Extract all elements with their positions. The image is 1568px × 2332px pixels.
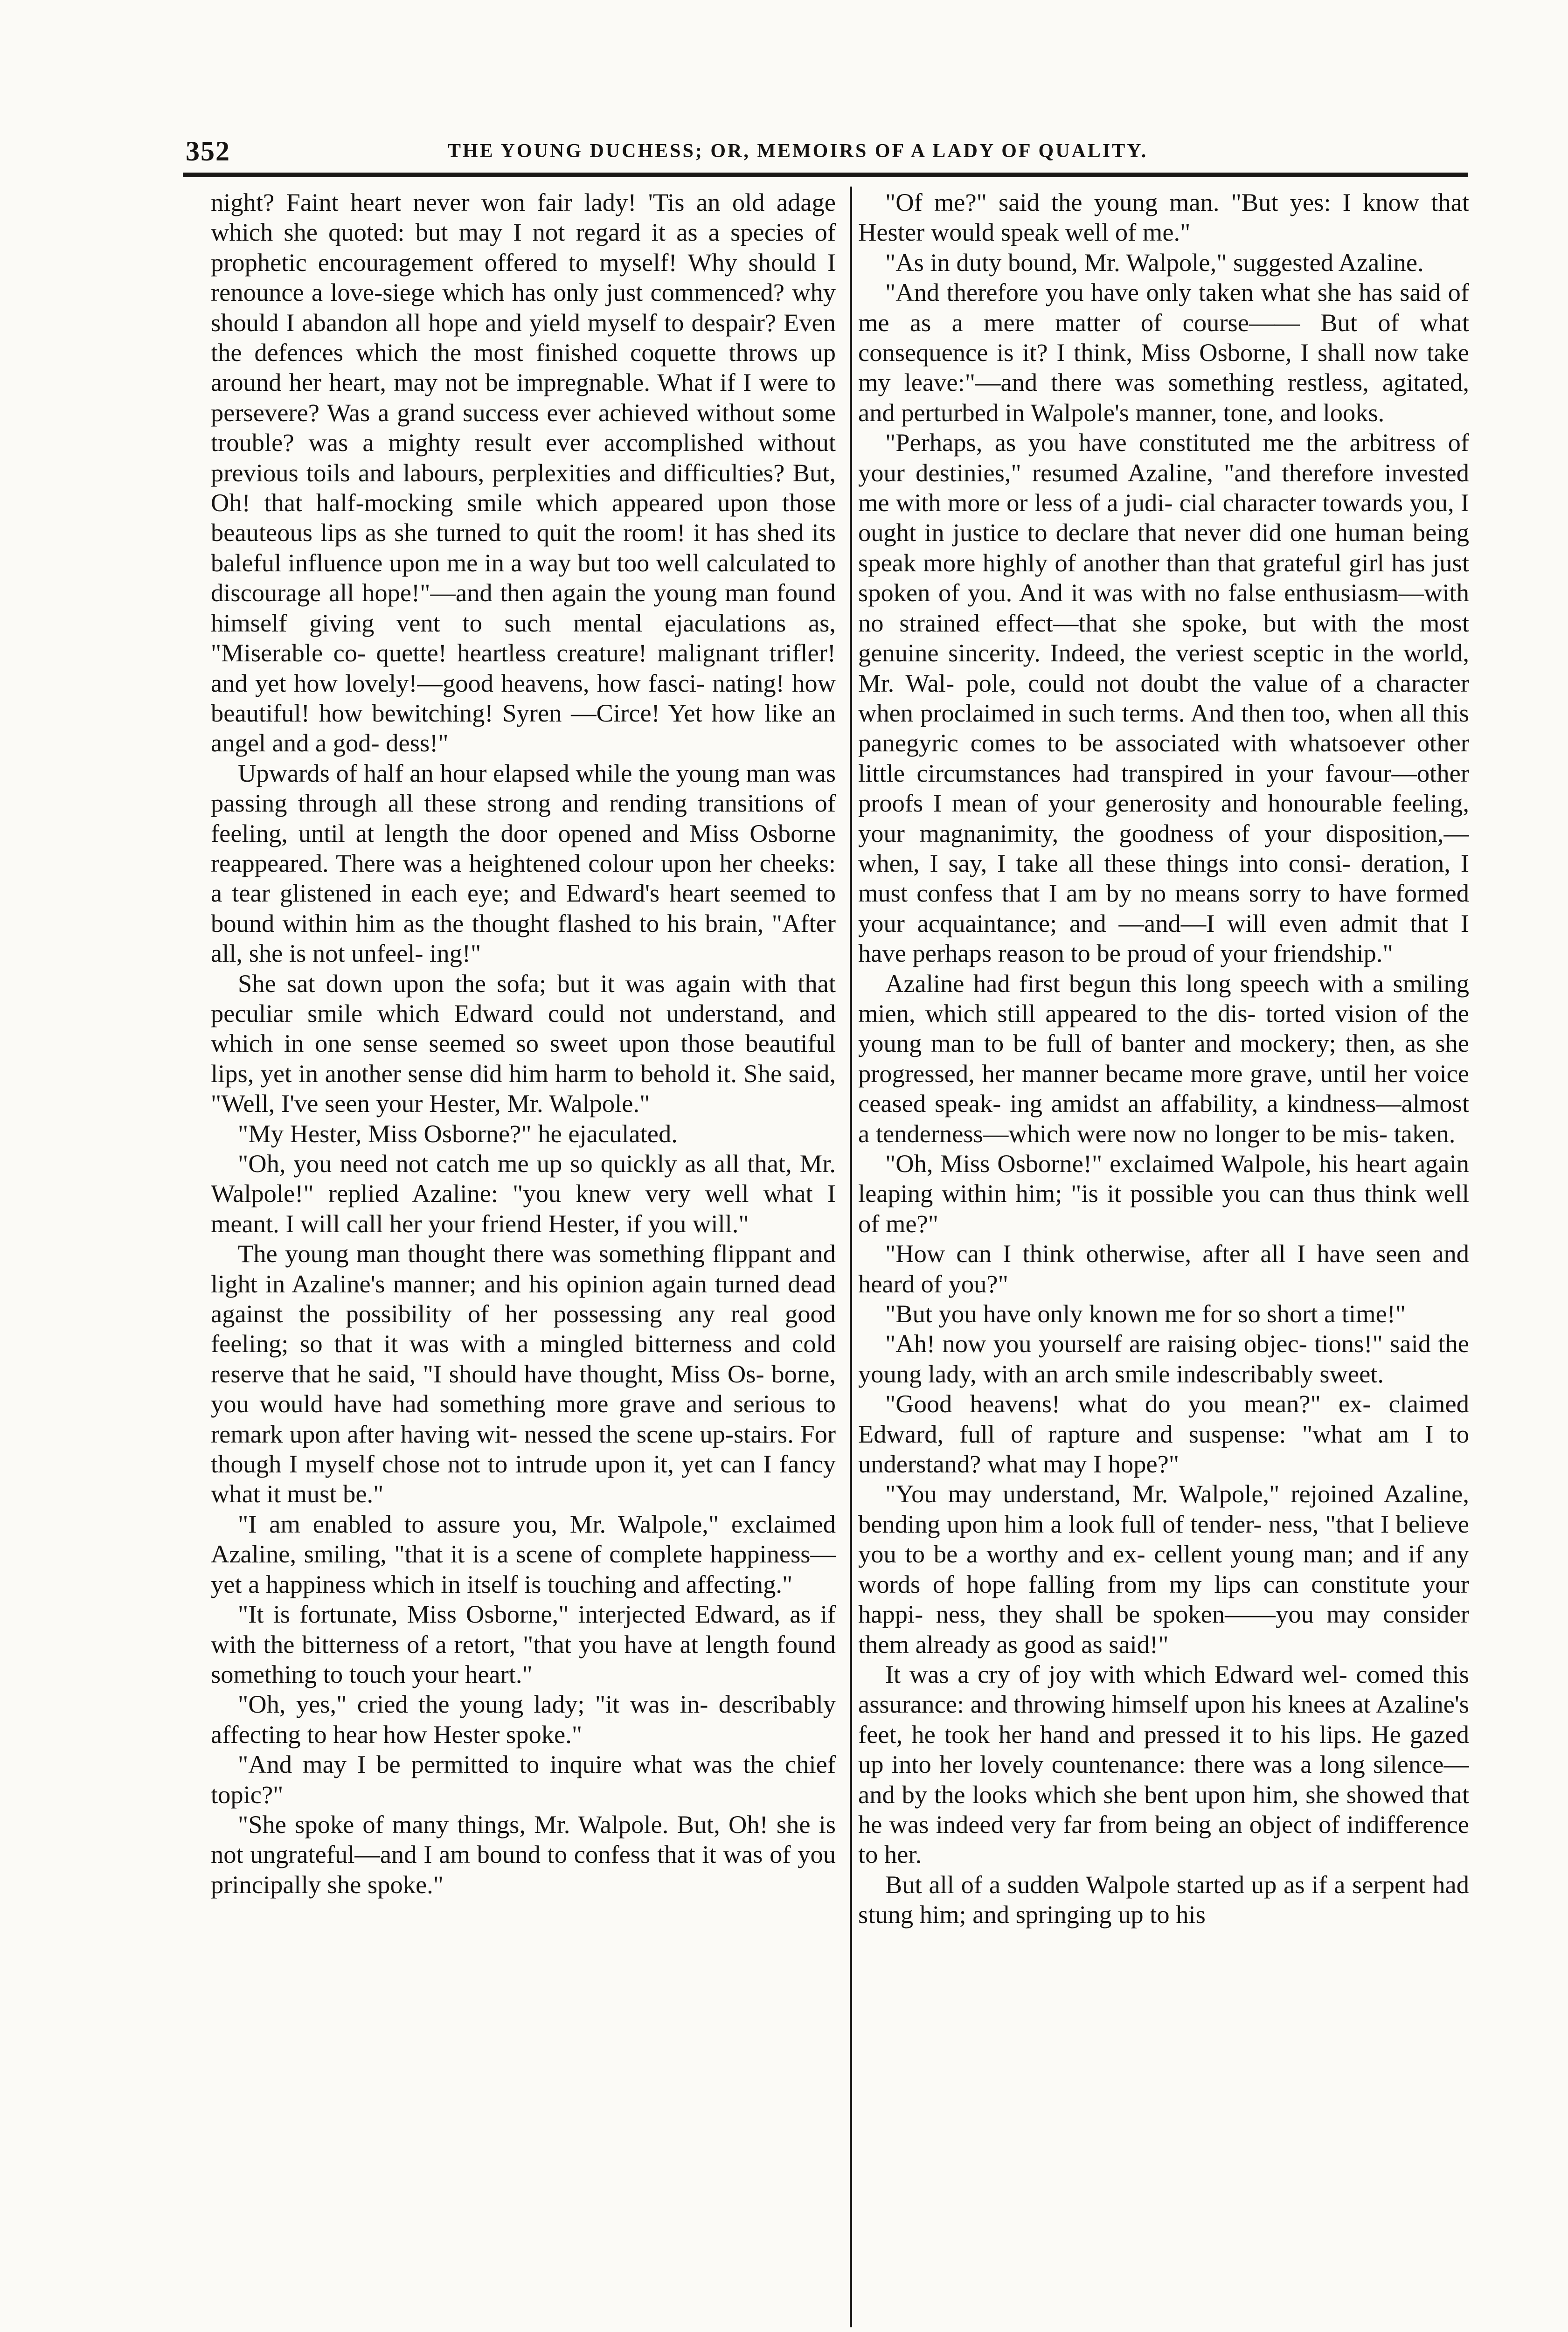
paragraph: "Oh, you need not catch me up so quickly as all that, Mr. Walpole!" replied Azaline: "you knew very well what I meant. I will call her your friend Hester, if you will." [211, 1149, 836, 1238]
paragraph: "Of me?" said the young man. "But yes: I know that Hester would speak well of me." [858, 188, 1469, 247]
header-rule [183, 173, 1468, 177]
paragraph: But all of a sudden Walpole started up as if a serpent had stung him; and springing up to his [858, 1870, 1469, 1929]
paragraph: "How can I think otherwise, after all I have seen and heard of you?" [858, 1239, 1469, 1298]
paragraph: Azaline had first begun this long speech with a smiling mien, which still appeared to the dis- torted vision of the young man to be full of banter and mockery; then, as she progressed, her manner became more grave, until her voice ceased speak- ing amidst an affability, a kindness—almost a tenderness—which were now no longer to be mis- taken. [858, 969, 1469, 1148]
paragraph: "My Hester, Miss Osborne?" he ejaculated. [238, 1119, 678, 1148]
paragraph: She sat down upon the sofa; but it was again with that peculiar smile which Edward could not understand, and which in one sense seemed so sweet upon those beautiful lips, yet in another sense did him harm to behold it. She said, "Well, I've seen your Hester, Mr. Walpole." [211, 969, 836, 1118]
paragraph: "And therefore you have only taken what she has said of me as a mere matter of course—— But of what consequence is it? I think, Miss Osborne, I shall now take my leave:"—and there was something restless, agitated, and perturbed in Walpole's manner, tone, and looks. [858, 278, 1469, 427]
paragraph: "I am enabled to assure you, Mr. Walpole," exclaimed Azaline, smiling, "that it is a scene of complete happiness—yet a happiness which in itself is touching and affecting." [211, 1509, 836, 1598]
running-title: THE YOUNG DUCHESS; OR, MEMOIRS OF A LADY OF QUALITY. [448, 140, 1148, 162]
column-divider [850, 187, 852, 2327]
paragraph: "But you have only known me for so short a time!" [885, 1299, 1406, 1328]
paragraph: Upwards of half an hour elapsed while the young man was passing through all these strong and rending transitions of feeling, until at length the door opened and Miss Osborne reappeared. There was a heightened colour upon her cheeks: a tear glistened in each eye; and Edward's heart seemed to bound within him as the thought flashed to his brain, "After all, she is not unfeel- ing!" [211, 758, 836, 968]
paragraph: night? Faint heart never won fair lady! 'Tis an old adage which she quoted: but may I not regard it as a species of prophetic encouragement offered to myself! Why should I renounce a love-siege which has only just commenced? why should I abandon all hope and yield myself to despair? Even the defences which the most finished coquette throws up around her heart, may not be impregnable. What if I were to persevere? Was a grand success ever achieved without some trouble? was a mighty result ever accomplished without previous toils and labours, perplexities and difficulties? But, Oh! that half-mocking smile which appeared upon those beauteous lips as she turned to quit the room! it has shed its baleful influence upon me in a way but too well calculated to discourage all hope!"—and then again the young man found himself giving vent to such mental ejaculations as, "Miserable co- quette! heartless creature! malignant trifler! and yet how lovely!—good heavens, how fasci- nating! how beautiful! how bewitching! Syren —Circe! Yet how like an angel and a god- dess!" [211, 188, 836, 757]
paragraph: The young man thought there was something flippant and light in Azaline's manner; and his opinion again turned dead against the possibility of her possessing any real good feeling; so that it was with a mingled bitterness and cold reserve that he said, "I should have thought, Miss Os- borne, you would have had something more grave and serious to remark upon after having wit- nessed the scene up-stairs. For though I myself chose not to intrude upon it, yet can I fancy what it must be." [211, 1239, 836, 1508]
paragraph: It was a cry of joy with which Edward wel- comed this assurance: and throwing himself upon his knees at Azaline's feet, he took her hand and pressed it to his lips. He gazed up into her lovely countenance: there was a long silence— and by the looks which she bent upon him, she showed that he was indeed very far from being an object of indifference to her. [858, 1659, 1469, 1869]
paragraph: "She spoke of many things, Mr. Walpole. But, Oh! she is not ungrateful—and I am bound to confess that it was of you principally she spoke." [211, 1810, 836, 1899]
paragraph: "And may I be permitted to inquire what was the chief topic?" [211, 1750, 836, 1809]
right-column [858, 187, 1469, 2332]
paragraph: "You may understand, Mr. Walpole," rejoined Azaline, bending upon him a look full of tender- ness, "that I believe you to be a worthy and ex- cellent young man; and if any words of hope falling from my lips can constitute your happi- ness, they shall be spoken——you may consider them already as good as said!" [858, 1479, 1469, 1659]
paragraph: "As in duty bound, Mr. Walpole," suggested Azaline. [885, 248, 1424, 277]
paragraph: "Oh, Miss Osborne!" exclaimed Walpole, his heart again leaping within him; "is it possible you can thus think well of me?" [858, 1149, 1469, 1238]
left-column [211, 187, 836, 2332]
paragraph: "Ah! now you yourself are raising objec- tions!" said the young lady, with an arch smile indescribably sweet. [858, 1329, 1469, 1388]
page-number: 352 [186, 136, 230, 167]
paragraph: "Perhaps, as you have constituted me the arbitress of your destinies," resumed Azaline, "and therefore invested me with more or less of a judi- cial character towards you, I ought in justice to declare that never did one human being speak more highly of another than that grateful girl has just spoken of you. And it was with no false enthusiasm—with no strained effect—that she spoke, but with the most genuine sincerity. Indeed, the veriest sceptic in the world, Mr. Wal- pole, could not doubt the value of a character when proclaimed in such terms. And then too, when all this panegyric comes to be associated with whatsoever other little circumstances had transpired in your favour—other proofs I mean of your generosity and honourable feeling, your magnanimity, the goodness of your disposition,— when, I say, I take all these things into consi- deration, I must confess that I am by no means sorry to have formed your acquaintance; and —and—I will even admit that I have perhaps reason to be proud of your friendship." [858, 428, 1469, 968]
paragraph: "Oh, yes," cried the young lady; "it was in- describably affecting to hear how Hester spoke." [211, 1690, 836, 1749]
paragraph: "It is fortunate, Miss Osborne," interjected Edward, as if with the bitterness of a retort, "that you have at length found something to touch your heart." [211, 1600, 836, 1688]
paragraph: "Good heavens! what do you mean?" ex- claimed Edward, full of rapture and suspense: "what am I to understand? what may I hope?" [858, 1389, 1469, 1478]
